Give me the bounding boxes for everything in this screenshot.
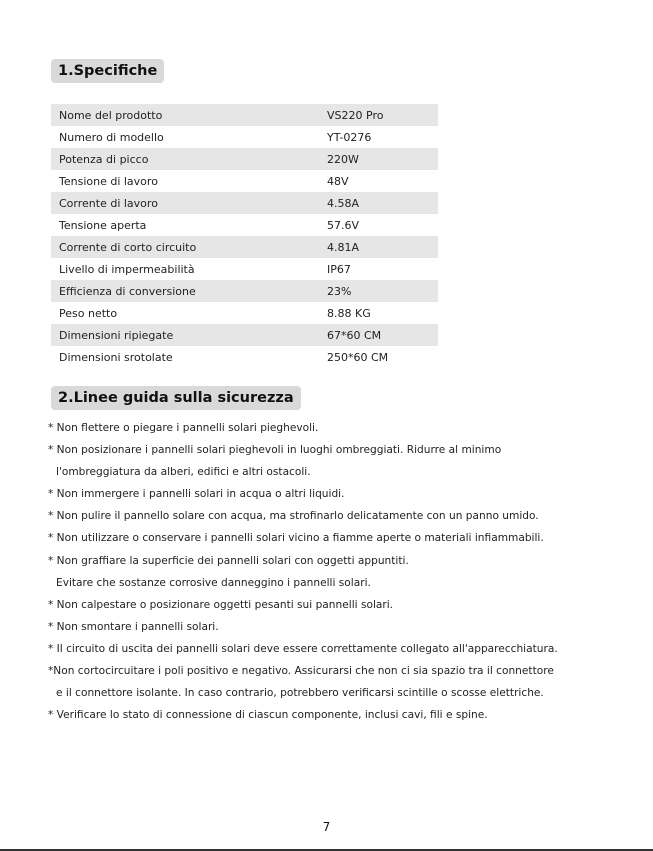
spec-label: Tensione di lavoro (59, 174, 158, 188)
spec-value: 220W (319, 148, 438, 170)
spec-label: Dimensioni ripiegate (51, 324, 319, 346)
guideline-line: * Verificare lo stato di connessione di ciascun componente, inclusi cavi, fili e spine. (48, 709, 488, 722)
spec-label: Numero di modello (59, 130, 164, 144)
guideline-line: l'ombreggiatura da alberi, edifici e altri ostacoli. (56, 466, 311, 479)
guideline-line: * Non flettere o piegare i pannelli solari pieghevoli. (48, 422, 319, 434)
spec-label: Corrente di corto circuito (51, 236, 319, 258)
spec-value: 23% (319, 280, 438, 302)
section-heading-specs: 1.Specifiche (51, 59, 164, 83)
spec-label: Potenza di picco (51, 148, 319, 170)
spec-row (51, 302, 438, 324)
guideline-line: * Non graffiare la superficie dei pannelli solari con oggetti appuntiti. (48, 554, 409, 567)
page-number: 7 (322, 820, 331, 834)
guideline-line: * Non utilizzare o conservare i pannelli solari vicino a fiamme aperte o materiali infiammabili. (48, 532, 544, 545)
spec-label: Dimensioni srotolate (59, 350, 173, 364)
guideline-line: Evitare che sostanze corrosive danneggino i pannelli solari. (56, 576, 371, 589)
spec-row (51, 236, 438, 258)
spec-row (51, 104, 438, 126)
guideline-line: e il connettore isolante. In caso contrario, potrebbero verificarsi scintille o scosse elettriche. (56, 687, 544, 700)
guideline-line: * Non immergere i pannelli solari in acqua o altri liquidi. (48, 488, 345, 501)
spec-value: IP67 (327, 262, 351, 276)
spec-value: 4.58A (319, 192, 438, 214)
spec-row (51, 126, 438, 148)
spec-value: 48V (327, 174, 349, 188)
guideline-line: * Non posizionare i pannelli solari pieghevoli in luoghi ombreggiati. Ridurre al minimo (48, 444, 502, 457)
spec-label: Corrente di lavoro (51, 192, 319, 214)
spec-row (51, 346, 438, 368)
spec-row (51, 214, 438, 236)
spec-row (51, 148, 438, 170)
guideline-line: *Non cortocircuitare i poli positivo e negativo. Assicurarsi che non ci sia spazio tra il connettore (48, 665, 554, 678)
guideline-line: * Non smontare i pannelli solari. (48, 620, 219, 633)
spec-value: 250*60 CM (327, 350, 389, 364)
spec-label: Livello di impermeabilità (59, 262, 195, 276)
spec-value: YT-0276 (327, 130, 372, 144)
spec-label: Efficienza di conversione (51, 280, 319, 302)
spec-value: 67*60 CM (319, 324, 438, 346)
spec-row (51, 324, 438, 346)
spec-value: 8.88 KG (327, 306, 371, 320)
guideline-line: * Non calpestare o posizionare oggetti pesanti sui pannelli solari. (48, 598, 394, 611)
spec-row (51, 258, 438, 280)
spec-value: 57.6V (327, 218, 360, 232)
safety-guidelines-list (48, 417, 628, 726)
spec-label: Nome del prodotto (51, 104, 319, 126)
spec-label: Peso netto (59, 306, 118, 320)
spec-value: VS220 Pro (319, 104, 438, 126)
section-heading-safety: 2.Linee guida sulla sicurezza (51, 386, 301, 410)
spec-row (51, 170, 438, 192)
spec-row (51, 192, 438, 214)
spec-label: Tensione aperta (59, 218, 147, 232)
guideline-line: * Il circuito di uscita dei pannelli solari deve essere correttamente collegato all'apparecchiatura. (48, 642, 558, 655)
spec-value: 4.81A (319, 236, 438, 258)
spec-row (51, 280, 438, 302)
specs-table (51, 104, 438, 368)
guideline-line: * Non pulire il pannello solare con acqua, ma strofinarlo delicatamente con un panno umido. (48, 510, 539, 523)
